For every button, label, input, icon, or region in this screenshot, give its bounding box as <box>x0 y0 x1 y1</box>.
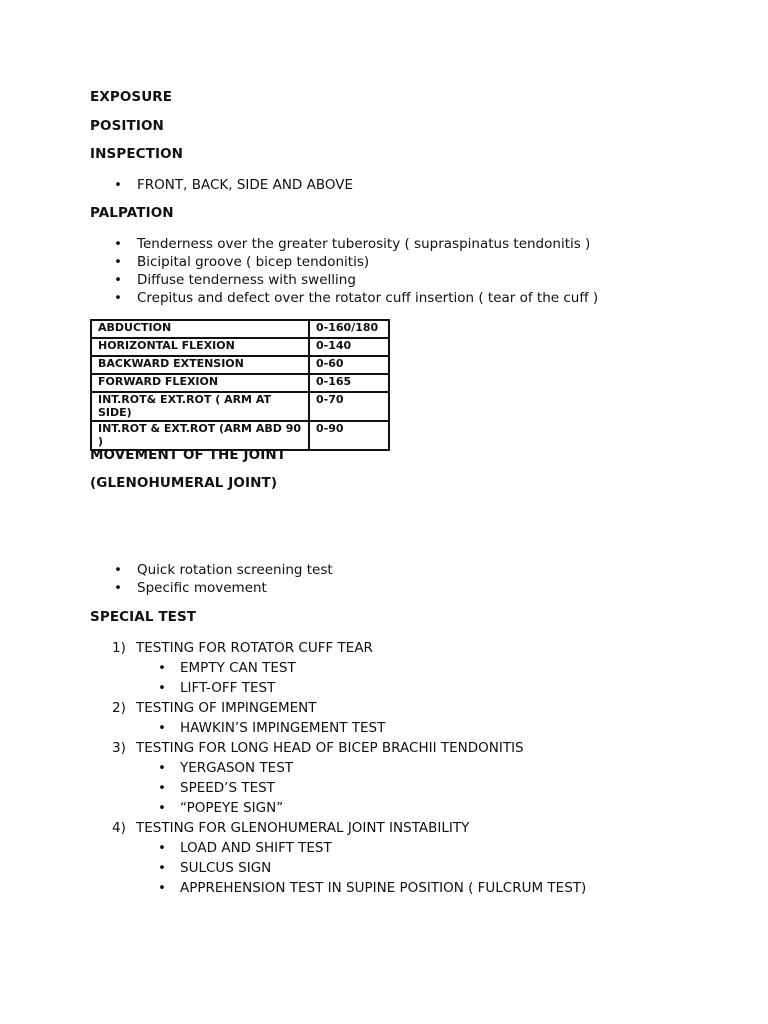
list-item: • LIFT-OFF TEST <box>112 678 586 698</box>
test-sublist <box>112 658 586 698</box>
table-cell-range: 0-70 <box>309 392 389 421</box>
table-row <box>91 392 389 421</box>
table-cell-movement: INT.ROT& EXT.ROT ( ARM AT SIDE) <box>91 392 309 421</box>
heading-glenohumeral: (GLENOHUMERAL JOINT) <box>90 475 278 491</box>
list-item: • Specific movement <box>114 579 333 597</box>
special-test-list <box>112 638 586 898</box>
special-test-group <box>112 638 586 698</box>
group-number: 4) <box>112 820 126 836</box>
special-test-group <box>112 818 586 898</box>
list-item: • “POPEYE SIGN” <box>112 798 586 818</box>
table-cell-movement: ABDUCTION <box>91 320 309 338</box>
group-number: 2) <box>112 700 126 716</box>
list-item: • HAWKIN’S IMPINGEMENT TEST <box>112 718 586 738</box>
table-cell-range: 0-90 <box>309 421 389 450</box>
list-item: • Quick rotation screening test <box>114 561 333 579</box>
list-item: • SULCUS SIGN <box>112 858 586 878</box>
table-cell-movement: INT.ROT & EXT.ROT (ARM ABD 90 ) <box>91 421 309 450</box>
list-item: • Tenderness over the greater tuberosity ( supraspinatus tendonitis ) <box>114 235 598 253</box>
list-item: • Crepitus and defect over the rotator cuff insertion ( tear of the cuff ) <box>114 289 598 307</box>
table-row <box>91 320 389 338</box>
table-cell-movement: HORIZONTAL FLEXION <box>91 338 309 356</box>
table-row <box>91 374 389 392</box>
heading-movement: MOVEMENT OF THE JOINT <box>90 447 287 463</box>
table-cell-range: 0-140 <box>309 338 389 356</box>
special-test-group <box>112 738 586 818</box>
table-row <box>91 338 389 356</box>
list-item: • EMPTY CAN TEST <box>112 658 586 678</box>
heading-position: POSITION <box>90 118 164 134</box>
list-item: • LOAD AND SHIFT TEST <box>112 838 586 858</box>
list-item: • FRONT, BACK, SIDE AND ABOVE <box>114 176 353 194</box>
list-item: • APPREHENSION TEST IN SUPINE POSITION ( FULCRUM TEST) <box>112 878 586 898</box>
test-sublist <box>112 758 586 818</box>
table-cell-range: 0-60 <box>309 356 389 374</box>
table-cell-range: 0-165 <box>309 374 389 392</box>
group-number: 1) <box>112 640 126 656</box>
list-item: • YERGASON TEST <box>112 758 586 778</box>
table-row <box>91 356 389 374</box>
list-item: • SPEED’S TEST <box>112 778 586 798</box>
heading-exposure: EXPOSURE <box>90 89 173 105</box>
heading-special-test: SPECIAL TEST <box>90 609 197 625</box>
group-title: TESTING FOR LONG HEAD OF BICEP BRACHII TENDONITIS <box>136 740 524 756</box>
group-title: TESTING FOR GLENOHUMERAL JOINT INSTABILITY <box>136 820 470 836</box>
movement-list <box>114 561 333 597</box>
list-item: • Bicipital groove ( bicep tendonitis) <box>114 253 598 271</box>
range-of-motion-table <box>90 319 390 451</box>
palpation-list <box>114 235 598 307</box>
heading-inspection: INSPECTION <box>90 146 184 162</box>
group-number: 3) <box>112 740 126 756</box>
inspection-list <box>114 176 353 194</box>
list-item: • Diffuse tenderness with swelling <box>114 271 598 289</box>
group-title: TESTING OF IMPINGEMENT <box>136 700 317 716</box>
table-cell-movement: BACKWARD EXTENSION <box>91 356 309 374</box>
group-title: TESTING FOR ROTATOR CUFF TEAR <box>136 640 373 656</box>
test-sublist <box>112 838 586 898</box>
heading-palpation: PALPATION <box>90 205 174 221</box>
test-sublist <box>112 718 586 738</box>
special-test-group <box>112 698 586 738</box>
table-cell-range: 0-160/180 <box>309 320 389 338</box>
table-row <box>91 421 389 450</box>
table-cell-movement: FORWARD FLEXION <box>91 374 309 392</box>
